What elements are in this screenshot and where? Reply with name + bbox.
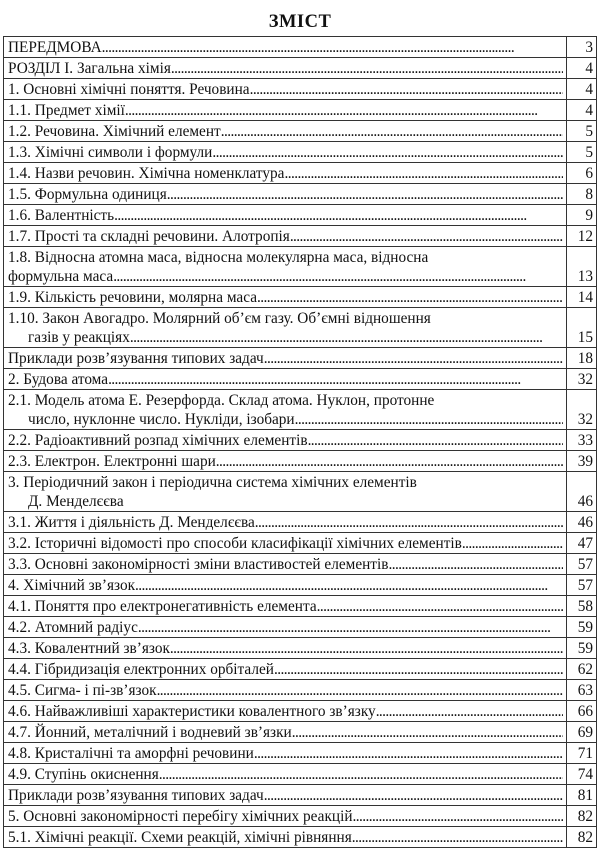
toc-entry[interactable]: 1.6. Валентність . . . — [4, 205, 567, 226]
toc-row — [4, 451, 597, 472]
toc-row — [4, 430, 597, 451]
toc-entry[interactable]: 1.5. Формульна одиниця . . . — [4, 184, 567, 205]
toc-row — [4, 638, 597, 659]
toc-page-number: 6 — [567, 163, 597, 184]
toc-page-number: 13 — [567, 247, 597, 287]
table-of-contents — [3, 36, 597, 848]
toc-page-number: 32 — [567, 369, 597, 390]
toc-entry[interactable]: 4.5. Сигма- і пі-зв’язок . . . — [4, 680, 567, 701]
toc-page-number: 69 — [567, 722, 597, 743]
toc-row — [4, 743, 597, 764]
toc-entry[interactable]: 1.8. Відносна атомна маса, відносна молекулярна маса, відносна формульна маса . . . — [4, 247, 567, 287]
toc-row — [4, 142, 597, 163]
toc-row — [4, 701, 597, 722]
toc-row — [4, 308, 597, 348]
toc-entry[interactable]: 4.8. Кристалічні та аморфні речовини . . . — [4, 743, 567, 764]
toc-row — [4, 226, 597, 247]
toc-row — [4, 79, 597, 100]
toc-entry[interactable]: РОЗДІЛ І. Загальна хімія . . . — [4, 58, 567, 79]
toc-page-number: 63 — [567, 680, 597, 701]
toc-entry[interactable]: 2. Будова атома . . . — [4, 369, 567, 390]
toc-row — [4, 390, 597, 430]
toc-row — [4, 37, 597, 58]
toc-row — [4, 596, 597, 617]
toc-page-number: 39 — [567, 451, 597, 472]
toc-page-number: 82 — [567, 806, 597, 827]
toc-entry[interactable]: 5. Основні закономірності перебігу хімічних реакцій . . . — [4, 806, 567, 827]
toc-row — [4, 184, 597, 205]
toc-page-number: 59 — [567, 638, 597, 659]
toc-page-number: 3 — [567, 37, 597, 58]
toc-page-number: 18 — [567, 348, 597, 369]
toc-entry[interactable]: 2.3. Електрон. Електронні шари . . . — [4, 451, 567, 472]
toc-row — [4, 163, 597, 184]
toc-entry[interactable]: 1.9. Кількість речовини, молярна маса . . . — [4, 287, 567, 308]
toc-entry[interactable]: 4. Хімічний зв’язок . . . — [4, 575, 567, 596]
toc-entry[interactable]: Приклади розв’язування типових задач . . . — [4, 785, 567, 806]
toc-row — [4, 287, 597, 308]
toc-page-number: 15 — [567, 308, 597, 348]
toc-page-number: 57 — [567, 575, 597, 596]
toc-entry[interactable]: 1.1. Предмет хімії . . . — [4, 100, 567, 121]
toc-entry[interactable]: ПЕРЕДМОВА . . . — [4, 37, 567, 58]
toc-entry[interactable]: 4.9. Ступінь окиснення . . . — [4, 764, 567, 785]
toc-entry[interactable]: 4.6. Найважливіші характеристики ковалентного зв’язку . . . — [4, 701, 567, 722]
toc-page-number: 74 — [567, 764, 597, 785]
toc-row — [4, 617, 597, 638]
toc-row — [4, 680, 597, 701]
toc-page-number: 33 — [567, 430, 597, 451]
toc-row — [4, 348, 597, 369]
toc-row — [4, 512, 597, 533]
page-title: ЗМІСТ — [268, 12, 332, 32]
toc-row — [4, 575, 597, 596]
toc-row — [4, 806, 597, 827]
toc-entry[interactable]: 4.7. Йонний, металічний і водневий зв’язки . . . — [4, 722, 567, 743]
toc-row — [4, 121, 597, 142]
toc-entry[interactable]: 2.1. Модель атома Е. Резерфорда. Склад атома. Нуклон, протонне число, нуклонне число. Нукліди, ізобари . . . — [4, 390, 567, 430]
toc-entry[interactable]: 4.4. Гібридизація електронних орбіталей . . . — [4, 659, 567, 680]
toc-page-number: 4 — [567, 100, 597, 121]
toc-page-number: 32 — [567, 390, 597, 430]
toc-row — [4, 554, 597, 575]
toc-entry[interactable]: 1.4. Назви речовин. Хімічна номенклатура . . . — [4, 163, 567, 184]
toc-entry[interactable]: 4.1. Поняття про електронегативність елемента . . . — [4, 596, 567, 617]
toc-page-number: 5 — [567, 142, 597, 163]
toc-row — [4, 247, 597, 287]
toc-page-number: 14 — [567, 287, 597, 308]
toc-page-number: 82 — [567, 827, 597, 848]
toc-page-number: 59 — [567, 617, 597, 638]
toc-entry[interactable]: 4.3. Ковалентний зв’язок . . . — [4, 638, 567, 659]
toc-row — [4, 58, 597, 79]
toc-page-number: 57 — [567, 554, 597, 575]
toc-row — [4, 533, 597, 554]
toc-page-number: 12 — [567, 226, 597, 247]
toc-page-number: 46 — [567, 512, 597, 533]
toc-entry[interactable]: 1.10. Закон Авогадро. Молярний об’єм газу. Об’ємні відношення газів у реакціях . . . — [4, 308, 567, 348]
toc-page-number: 58 — [567, 596, 597, 617]
toc-row — [4, 369, 597, 390]
toc-entry[interactable]: 3.2. Історичні відомості про способи класифікації хімічних елементів . . . — [4, 533, 567, 554]
toc-entry[interactable]: 3. Періодичний закон і періодична система хімічних елементів Д. Менделєєва — [4, 472, 567, 512]
toc-entry[interactable]: 1.7. Прості та складні речовини. Алотропія . . . — [4, 226, 567, 247]
toc-page-number: 81 — [567, 785, 597, 806]
toc-page-number: 46 — [567, 472, 597, 512]
toc-page-number: 66 — [567, 701, 597, 722]
toc-page-number: 71 — [567, 743, 597, 764]
toc-entry[interactable]: 5.1. Хімічні реакції. Схеми реакцій, хімічні рівняння . . . — [4, 827, 567, 848]
toc-page-number: 4 — [567, 79, 597, 100]
toc-page-number: 9 — [567, 205, 597, 226]
toc-entry[interactable]: 1.2. Речовина. Хімічний елемент . . . — [4, 121, 567, 142]
toc-page-number: 5 — [567, 121, 597, 142]
toc-page-number: 62 — [567, 659, 597, 680]
toc-page-number: 47 — [567, 533, 597, 554]
toc-entry[interactable]: 1. Основні хімічні поняття. Речовина . . . — [4, 79, 567, 100]
toc-row — [4, 472, 597, 512]
toc-entry[interactable]: 1.3. Хімічні символи і формули . . . — [4, 142, 567, 163]
toc-row — [4, 659, 597, 680]
toc-page-number: 8 — [567, 184, 597, 205]
toc-entry[interactable]: 4.2. Атомний радіус . . . — [4, 617, 567, 638]
toc-row — [4, 722, 597, 743]
toc-row — [4, 205, 597, 226]
toc-row — [4, 764, 597, 785]
toc-entry[interactable]: Приклади розв’язування типових задач . . . — [4, 348, 567, 369]
toc-row — [4, 827, 597, 848]
toc-entry[interactable]: 3.3. Основні закономірності зміни властивостей елементів . . . — [4, 554, 567, 575]
toc-entry[interactable]: 2.2. Радіоактивний розпад хімічних елементів . . . — [4, 430, 567, 451]
toc-page-number: 4 — [567, 58, 597, 79]
toc-row — [4, 785, 597, 806]
toc-row — [4, 100, 597, 121]
toc-entry[interactable]: 3.1. Життя і діяльність Д. Менделєєва . . . — [4, 512, 567, 533]
